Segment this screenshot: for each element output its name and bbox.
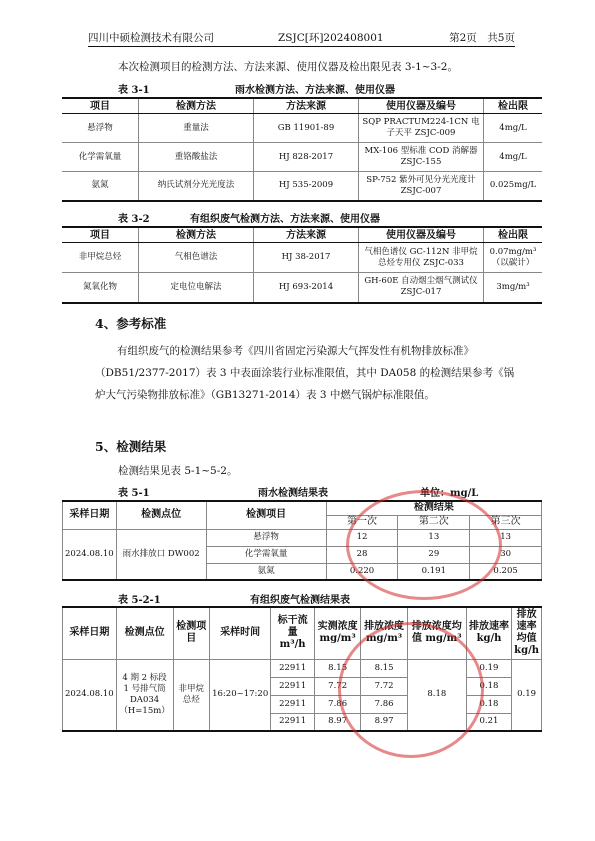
col-header: 排放速率均值 kg/h (512, 607, 542, 659)
cell: 30 (470, 546, 542, 563)
col-header: 采样日期 (63, 501, 117, 529)
cell: HJ 535-2009 (254, 172, 359, 201)
col-header: 检测方法 (139, 98, 254, 114)
col-header: 检出限 (484, 98, 543, 114)
intro-text: 本次检测项目的检测方法、方法来源、使用仪器及检出限见表 3-1~3-2。 (118, 61, 458, 73)
cell: HJ 693-2014 (254, 273, 359, 303)
col-header: 项目 (62, 98, 139, 114)
col-header: 第一次 (326, 515, 398, 529)
section-5-intro: 检测结果见表 5-1~5-2。 (118, 465, 238, 477)
cell: 4mg/L (484, 114, 543, 143)
col-header: 检测点位 (116, 501, 206, 529)
table-row (62, 273, 542, 303)
table-5-2-1-title: 有组织废气检测结果表 (250, 595, 350, 606)
cell: SQP PRACTUM224-1CN 电子天平 ZSJC-009 (359, 114, 484, 143)
sample-point: 4 期 2 标段 1 号排气筒 DA034 （H=15m） (116, 659, 173, 731)
col-header: 检测点位 (116, 607, 173, 659)
table-row (62, 172, 542, 201)
col-header: 第二次 (398, 515, 470, 529)
section-5-title: 5、检测结果 (95, 439, 167, 454)
page-number: 第2页 共5页 (449, 32, 515, 44)
cell: 0.220 (326, 563, 398, 580)
cell: 非甲烷总烃 (62, 243, 139, 273)
col-header: 检测结果 (326, 501, 541, 515)
cell: SP-752 紫外可见分光光度计 ZSJC-007 (359, 172, 484, 201)
col-header: 采样时间 (210, 607, 271, 659)
table-5-1-unit: 单位：mg/L (420, 488, 479, 499)
cell: 定电位电解法 (139, 273, 254, 303)
sample-date: 2024.08.10 (63, 659, 117, 731)
avg-concentration: 8.18 (407, 659, 466, 731)
table-row (62, 243, 542, 273)
col-header: 检测项目 (173, 607, 210, 659)
col-header: 标干流量 m³/h (271, 607, 315, 659)
col-header: 排放浓度 mg/m³ (361, 607, 407, 659)
cell: 29 (398, 546, 470, 563)
cell: 4mg/L (484, 143, 543, 172)
cell: 0.07mg/m³（以碳计） (484, 243, 543, 273)
table-3-2-number: 表 3-2 (118, 214, 150, 225)
cell: 3mg/m³ (484, 273, 543, 303)
cell: 重量法 (139, 114, 254, 143)
col-header: 排放浓度均值 mg/m³ (407, 607, 466, 659)
cell: 8.15 (361, 659, 407, 677)
table-3-1 (62, 97, 542, 202)
cell: 13 (398, 529, 470, 546)
table-3-2 (62, 226, 542, 304)
col-header: 项目 (62, 227, 139, 243)
test-item: 非甲烷总烃 (173, 659, 210, 731)
cell: HJ 38-2017 (254, 243, 359, 273)
cell: HJ 828-2017 (254, 143, 359, 172)
table-5-1-number: 表 5-1 (118, 488, 150, 499)
cell: 0.18 (466, 695, 511, 713)
cell: 0.191 (398, 563, 470, 580)
col-header: 检出限 (484, 227, 543, 243)
cell: 重铬酸盐法 (139, 143, 254, 172)
cell: 气相色谱法 (139, 243, 254, 273)
avg-rate: 0.19 (512, 659, 542, 731)
col-header: 检测方法 (139, 227, 254, 243)
table-3-2-title: 有组织废气检测方法、方法来源、使用仪器 (190, 214, 380, 225)
col-header: 排放速率 kg/h (466, 607, 511, 659)
cell: 化学需氧量 (206, 546, 326, 563)
cell: MX-106 型标准 COD 消解器 ZSJC-155 (359, 143, 484, 172)
section-4-title: 4、参考标准 (95, 316, 167, 331)
cell: 悬浮物 (206, 529, 326, 546)
table-5-1-title: 雨水检测结果表 (258, 488, 328, 499)
cell: 22911 (271, 659, 315, 677)
cell: 化学需氧量 (62, 143, 139, 172)
cell: 0.21 (466, 713, 511, 731)
cell: 12 (326, 529, 398, 546)
cell: 0.18 (466, 677, 511, 695)
col-header: 方法来源 (254, 98, 359, 114)
cell: 7.86 (314, 695, 360, 713)
cell: 8.15 (314, 659, 360, 677)
red-seal-stamp (346, 490, 502, 600)
company-name: 四川中硕检测技术有限公司 (88, 32, 214, 44)
col-header: 检测项目 (206, 501, 326, 529)
cell: GB 11901-89 (254, 114, 359, 143)
cell: 8.97 (314, 713, 360, 731)
sample-time: 16:20~17:20 (210, 659, 271, 731)
cell: 7.72 (314, 677, 360, 695)
col-header: 采样日期 (63, 607, 117, 659)
table-row (62, 114, 542, 143)
col-header: 方法来源 (254, 227, 359, 243)
cell: 13 (470, 529, 542, 546)
cell: 22911 (271, 713, 315, 731)
cell: 22911 (271, 677, 315, 695)
sample-point: 雨水排放口 DW002 (116, 529, 206, 580)
col-header: 使用仪器及编号 (359, 227, 484, 243)
sample-date: 2024.08.10 (63, 529, 117, 580)
table-row (62, 143, 542, 172)
cell: 0.19 (466, 659, 511, 677)
col-header: 第三次 (470, 515, 542, 529)
report-number: ZSJC[环]202408001 (278, 32, 384, 44)
table-5-2-1-number: 表 5-2-1 (118, 595, 161, 606)
cell: 氨氮 (206, 563, 326, 580)
table-3-1-title: 雨水检测方法、方法来源、使用仪器 (235, 85, 395, 96)
table-3-1-number: 表 3-1 (118, 85, 150, 96)
cell: 0.025mg/L (484, 172, 543, 201)
page-header (88, 30, 515, 47)
cell: 气相色谱仪 GC-112N 非甲烷总烃专用仪 ZSJC-033 (359, 243, 484, 273)
red-seal-stamp (338, 622, 484, 758)
cell: GH-60E 自动烟尘烟气测试仪 ZSJC-017 (359, 273, 484, 303)
cell: 氨氮 (62, 172, 139, 201)
section-4-text: 有组织废气的检测结果参考《四川省固定污染源大气挥发性有机物排放标准》（DB51/2377-2017）表 3 中表面涂装行业标准限值，其中 DA058 的检测结果参考《锅炉大气污染物排放标准》（GB13271-2014）表 3 中燃气锅炉标准限值。 (95, 345, 515, 401)
cell: 7.72 (361, 677, 407, 695)
cell: 纳氏试剂分光光度法 (139, 172, 254, 201)
col-header: 使用仪器及编号 (359, 98, 484, 114)
cell: 0.205 (470, 563, 542, 580)
cell: 8.97 (361, 713, 407, 731)
cell: 28 (326, 546, 398, 563)
cell: 7.86 (361, 695, 407, 713)
col-header: 实测浓度 mg/m³ (314, 607, 360, 659)
cell: 22911 (271, 695, 315, 713)
cell: 悬浮物 (62, 114, 139, 143)
cell: 氮氧化物 (62, 273, 139, 303)
